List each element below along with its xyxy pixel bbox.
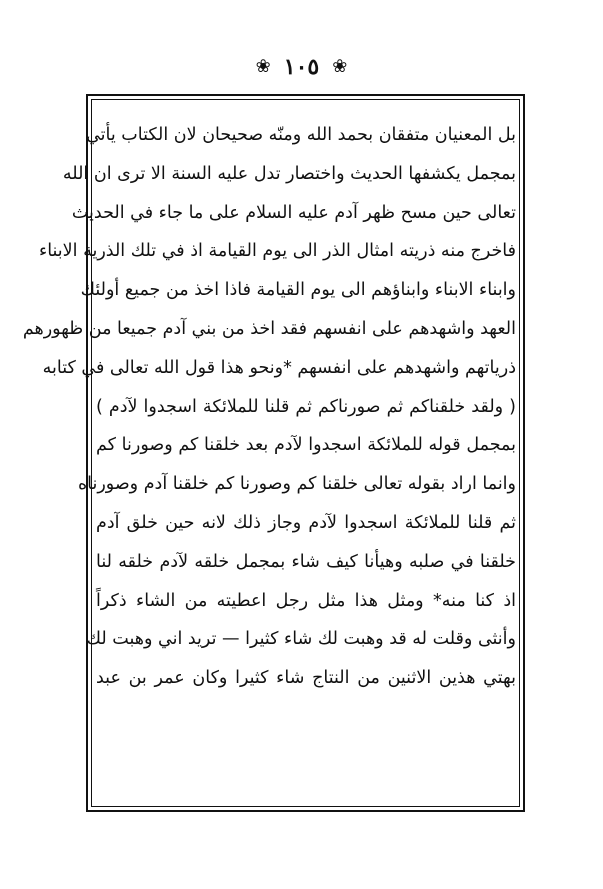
page-number: ١٠٥ (283, 54, 320, 80)
ornament-left-icon: ❀ (255, 56, 271, 77)
text-line-4: فاخرج منه ذريته امثال الذر الى يوم القيامة اذ في تلك الذرية الابناء (38, 241, 516, 262)
text-line-1: بل المعنيان متفقان بحمد الله ومنّه صحيحان لان الكتاب يأتي (86, 125, 516, 145)
text-line-13: اذ كنا منه* ومثل هذا مثل رجل اعطيته من الشاء ذكراً (96, 590, 516, 611)
ornament-right-icon: ❀ (332, 56, 348, 77)
text-line-10: وانما اراد بقوله تعالى خلقنا كم وصورنا كم خلقنا آدم وصورناه (77, 474, 516, 495)
text-line-12: خلقنا في صلبه وهيأنا كيف شاء بمجمل خلقه لآدم خلقه لنا (96, 551, 516, 572)
page-header (0, 52, 603, 82)
body-text (22, 116, 516, 698)
text-line-15: بهتي هذين الاثنين من النتاج شاء كثيرا وكان عمر بن عبد (96, 668, 516, 689)
text-line-2: بمجمل يكشفها الحديث واختصار تدل عليه السنة الا ترى ان الله (62, 163, 516, 184)
text-line-11: ثم قلنا للملائكة اسجدوا لآدم وجاز ذلك لانه حين خلق آدم (96, 512, 516, 533)
text-line-6: العهد واشهدهم على انفسهم فقد اخذ من بني آدم جميعا من ظهورهم (22, 318, 516, 339)
text-line-3: تعالى حين مسح ظهر آدم عليه السلام على ما جاء في الحديث (71, 202, 516, 223)
text-line-14: وأنثى وقلت له قد وهبت لك شاء كثيرا — تريد اني وهبت لك (86, 629, 516, 650)
text-line-7: ذرياتهم واشهدهم على انفسهم *ونحو هذا قول الله تعالى في كتابه (42, 357, 516, 378)
text-line-5: وابناء الابناء وابناؤهم الى يوم القيامة فاذا اخذ من جميع أولئك (80, 280, 516, 301)
text-line-8: ( ولقد خلقناكم ثم صورناكم ثم قلنا للملائكة اسجدوا لآدم ) (96, 396, 516, 417)
text-line-9: بمجمل قوله للملائكة اسجدوا لآدم بعد خلقنا كم وصورنا كم (96, 435, 516, 456)
